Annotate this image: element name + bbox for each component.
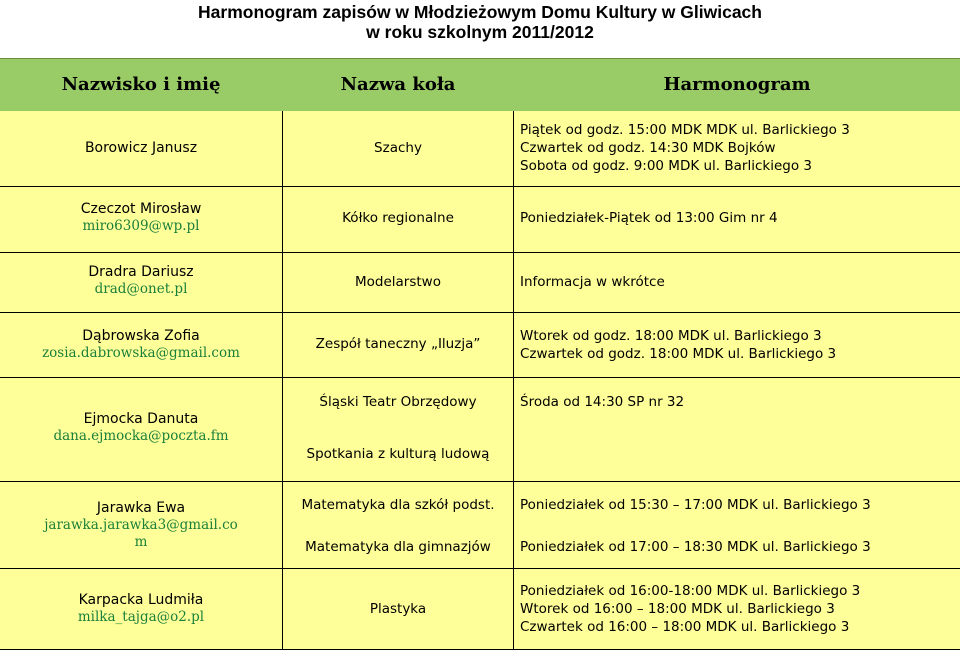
schedule <box>520 121 956 175</box>
schedule-line: Wtorek od godz. 18:00 MDK ul. Barlickiego 3 <box>520 328 822 344</box>
table-row <box>0 592 282 626</box>
circle-name: Kółko regionalne <box>342 210 454 226</box>
teacher-email: milka_tajga@o2.pl <box>77 609 205 625</box>
title-line-1: Harmonogram zapisów w Młodzieżowym Domu Kultury w Gliwicach <box>198 2 762 22</box>
circle-name: Spotkania z kulturą ludową <box>306 446 490 462</box>
schedule <box>520 393 956 411</box>
row-divider <box>0 377 960 378</box>
schedule <box>520 273 956 291</box>
schedule-line: Piątek od godz. 15:00 MDK MDK ul. Barlickiego 3 <box>520 122 850 138</box>
schedule <box>520 496 956 514</box>
table-row <box>0 264 282 298</box>
teacher-email: zosia.dabrowska@gmail.com <box>42 345 240 361</box>
column-divider <box>282 111 283 650</box>
schedule-line: Środa od 14:30 SP nr 32 <box>520 394 685 410</box>
teacher-name: Borowicz Janusz <box>84 140 198 156</box>
teacher-name: Dąbrowska Zofia <box>82 328 200 344</box>
schedule-line: Wtorek od 16:00 – 18:00 MDK ul. Barlickiego 3 <box>520 601 835 617</box>
teacher-email: dana.ejmocka@poczta.fm <box>53 428 229 444</box>
circle-name: Śląski Teatr Obrzędowy <box>319 394 477 410</box>
schedule-line: Czwartek od godz. 14:30 MDK Bojków <box>520 140 776 156</box>
schedule-line: Czwartek od 16:00 – 18:00 MDK ul. Barlickiego 3 <box>520 619 850 635</box>
schedule <box>520 209 956 227</box>
row-divider <box>0 481 960 482</box>
schedule-line: Poniedziałek-Piątek od 13:00 Gim nr 4 <box>520 210 778 226</box>
table-header <box>0 58 960 112</box>
table-row <box>0 140 282 157</box>
header-name: Nazwisko i imię <box>61 74 221 95</box>
teacher-email: miro6309@wp.pl <box>82 218 200 234</box>
header-schedule: Harmonogram <box>663 74 811 95</box>
schedule-line: Poniedziałek od 15:30 – 17:00 MDK ul. Barlickiego 3 <box>520 497 871 513</box>
teacher-name: Karpacka Ludmiła <box>78 592 204 608</box>
schedule <box>520 582 956 636</box>
header-circle: Nazwa koła <box>340 74 456 95</box>
schedule-line: Informacja w wkrótce <box>520 274 665 290</box>
teacher-name: Jarawka Ewa <box>96 500 186 516</box>
circle-name: Matematyka dla szkół podst. <box>301 497 495 513</box>
circle-name: Plastyka <box>369 601 427 617</box>
circle-name: Zespół taneczny „Iluzja” <box>315 336 481 352</box>
row-divider <box>0 568 960 569</box>
circle-name: Matematyka dla gimnazjów <box>305 539 491 555</box>
schedule <box>520 327 956 363</box>
teacher-name: Dradra Dariusz <box>88 264 194 280</box>
table-row <box>0 201 282 235</box>
row-divider <box>0 186 960 187</box>
circle-name: Modelarstwo <box>355 274 441 290</box>
schedule <box>520 538 956 556</box>
table-body <box>0 111 960 650</box>
table-row <box>0 500 282 551</box>
teacher-email: jarawka.jarawka3@gmail.co <box>44 517 238 533</box>
circle-name: Szachy <box>374 140 422 156</box>
row-divider <box>0 312 960 313</box>
schedule-line: Sobota od godz. 9:00 MDK ul. Barlickiego 3 <box>520 158 812 174</box>
teacher-email-continued: m <box>134 534 148 550</box>
schedule-line: Czwartek od godz. 18:00 MDK ul. Barlickiego 3 <box>520 346 837 362</box>
table-row <box>0 411 282 445</box>
title-line-2: w roku szkolnym 2011/2012 <box>366 22 594 42</box>
schedule-line: Poniedziałek od 16:00-18:00 MDK ul. Barlickiego 3 <box>520 583 861 599</box>
teacher-name: Czeczot Mirosław <box>80 201 202 217</box>
row-divider <box>0 252 960 253</box>
teacher-name: Ejmocka Danuta <box>83 411 199 427</box>
table-row <box>0 328 282 362</box>
teacher-email: drad@onet.pl <box>94 281 188 297</box>
column-divider <box>513 111 514 650</box>
schedule-line: Poniedziałek od 17:00 – 18:30 MDK ul. Barlickiego 3 <box>520 539 871 555</box>
